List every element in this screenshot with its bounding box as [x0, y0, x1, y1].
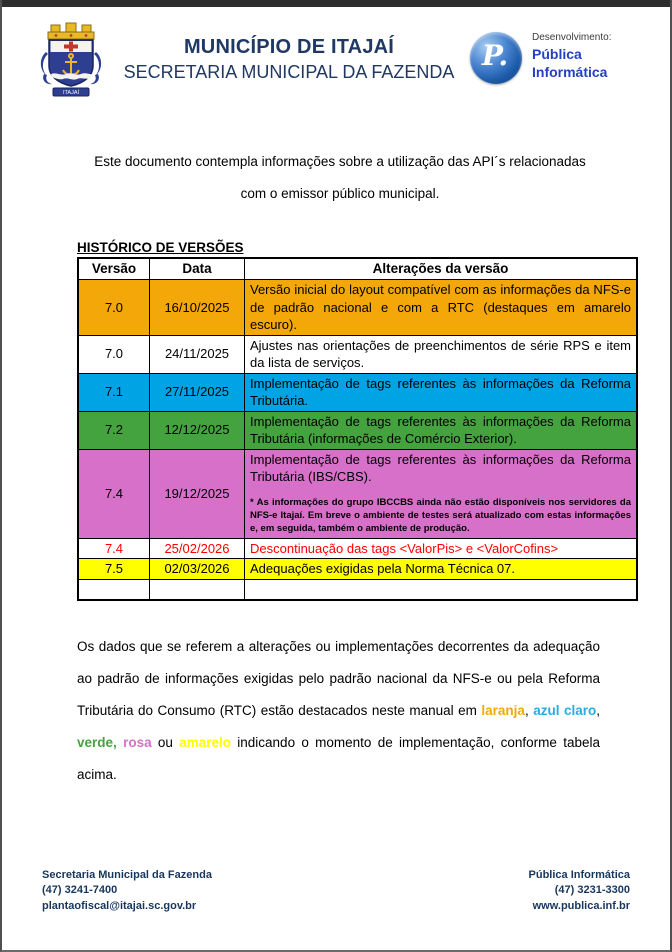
cell-version: 7.0 [78, 280, 150, 336]
developer-company-line1: Pública [532, 45, 582, 62]
cell-changes-text: Implementação de tags referentes às informações da Reforma Tributária (IBS/CBS). [250, 451, 631, 484]
cell-changes [245, 579, 638, 600]
cell-changes: Ajustes nas orientações de preenchimentos de série RPS e item da lista de serviços. [245, 335, 638, 373]
cell-version: 7.4 [78, 449, 150, 538]
footer-left-email: plantaofiscal@itajai.sc.gov.br [42, 899, 197, 912]
paragraph-segment-light-blue: azul claro [533, 702, 597, 718]
municipality-title: MUNICÍPIO DE ITAJAÍ [183, 36, 395, 58]
paragraph-segment-green: verde, [77, 734, 117, 750]
column-header-date: Data [150, 258, 245, 280]
developer-block [470, 22, 640, 84]
cell-changes: Versão inicial do layout compatível com as informações da NFS-e de padrão nacional e com a RTC (destaques em amarelo escuro). [245, 280, 638, 336]
table-row [78, 280, 637, 336]
footer-left-block [42, 868, 212, 915]
cell-date: 16/10/2025 [150, 280, 245, 336]
table-row [78, 538, 637, 559]
document-header [38, 22, 640, 114]
footer-right-website: www.publica.inf.br [532, 899, 630, 912]
developer-text [532, 32, 611, 81]
publica-informatica-logo-icon [470, 32, 522, 84]
paragraph-segment: Os dados que se referem a alterações ou implementações decorrentes da adequação ao padrão de informações exigidas pelo padrão nacional da NFS-e ou pela Reforma Tributária do Consumo (RTC) estão destacados neste manual em [77, 638, 600, 718]
cell-changes: Descontinuação das tags <ValorPis> e <ValorCofins> [245, 538, 638, 559]
version-history-section [77, 240, 638, 601]
cell-changes-footnote: * As informações do grupo IBCCBS ainda não estão disponíveis nos servidores da NFS-e Itajaí. Em breve o ambiente de testes será atualizado com estas informações e, em seguida, também o ambiente de produção. [250, 496, 631, 534]
version-history-table [77, 257, 638, 601]
cell-changes: Implementação de tags referentes às informações da Reforma Tributária. [245, 373, 638, 411]
cell-version [78, 579, 150, 600]
cell-date: 19/12/2025 [150, 449, 245, 538]
itajai-coat-of-arms-icon [38, 22, 108, 105]
paragraph-segment: ou [151, 734, 180, 750]
paragraph-segment-yellow: amarelo [179, 734, 231, 750]
cell-date: 24/11/2025 [150, 335, 245, 373]
footer-right-phone: (47) 3231-3300 [554, 884, 630, 896]
developer-company-line2: Informática [532, 63, 608, 80]
cell-date: 27/11/2025 [150, 373, 245, 411]
highlight-legend-paragraph [77, 631, 600, 791]
department-subtitle: SECRETARIA MUNICIPAL DA FAZENDA [123, 62, 455, 82]
table-row [78, 335, 637, 373]
cell-changes [245, 449, 638, 538]
crest-banner-text: ITAJAÍ [62, 90, 80, 96]
page-top-border [2, 0, 670, 7]
table-row [78, 449, 637, 538]
paragraph-segment: , [524, 702, 534, 718]
intro-paragraph: Este documento contempla informações sobre a utilização das API´s relacionadas com o emissor público municipal. [94, 154, 586, 201]
cell-date [150, 579, 245, 600]
cell-changes: Implementação de tags referentes às informações da Reforma Tributária (informações de Comércio Exterior). [245, 411, 638, 449]
table-row [78, 579, 637, 600]
cell-version: 7.0 [78, 335, 150, 373]
cell-date: 12/12/2025 [150, 411, 245, 449]
cell-changes: Adequações exigidas pela Norma Técnica 07. [245, 559, 638, 580]
table-header-row [78, 258, 637, 280]
header-titles [108, 22, 470, 83]
developer-label: Desenvolvimento: [532, 32, 612, 43]
cell-version: 7.4 [78, 538, 150, 559]
table-row [78, 411, 637, 449]
cell-version: 7.2 [78, 411, 150, 449]
footer-left-phone: (47) 3241-7400 [42, 884, 118, 896]
column-header-version: Versão [78, 258, 150, 280]
table-row [78, 373, 637, 411]
paragraph-segment-orange: laranja [481, 702, 525, 718]
cell-version: 7.5 [78, 559, 150, 580]
version-history-heading: HISTÓRICO DE VERSÕES [77, 240, 244, 255]
page-footer [2, 868, 670, 915]
cell-date: 25/02/2026 [150, 538, 245, 559]
footer-left-org: Secretaria Municipal da Fazenda [42, 868, 212, 881]
footer-right-company: Pública Informática [528, 868, 630, 881]
logo-monogram: P. [481, 39, 509, 72]
paragraph-segment: indicando o momento de implementação, conforme tabela acima. [77, 734, 600, 782]
table-row [78, 559, 637, 580]
paragraph-segment-pink: rosa [116, 734, 152, 750]
cell-version: 7.1 [78, 373, 150, 411]
footer-right-block [529, 868, 630, 915]
paragraph-segment: , [596, 702, 600, 718]
cell-date: 02/03/2026 [150, 559, 245, 580]
column-header-changes: Alterações da versão [245, 258, 638, 280]
